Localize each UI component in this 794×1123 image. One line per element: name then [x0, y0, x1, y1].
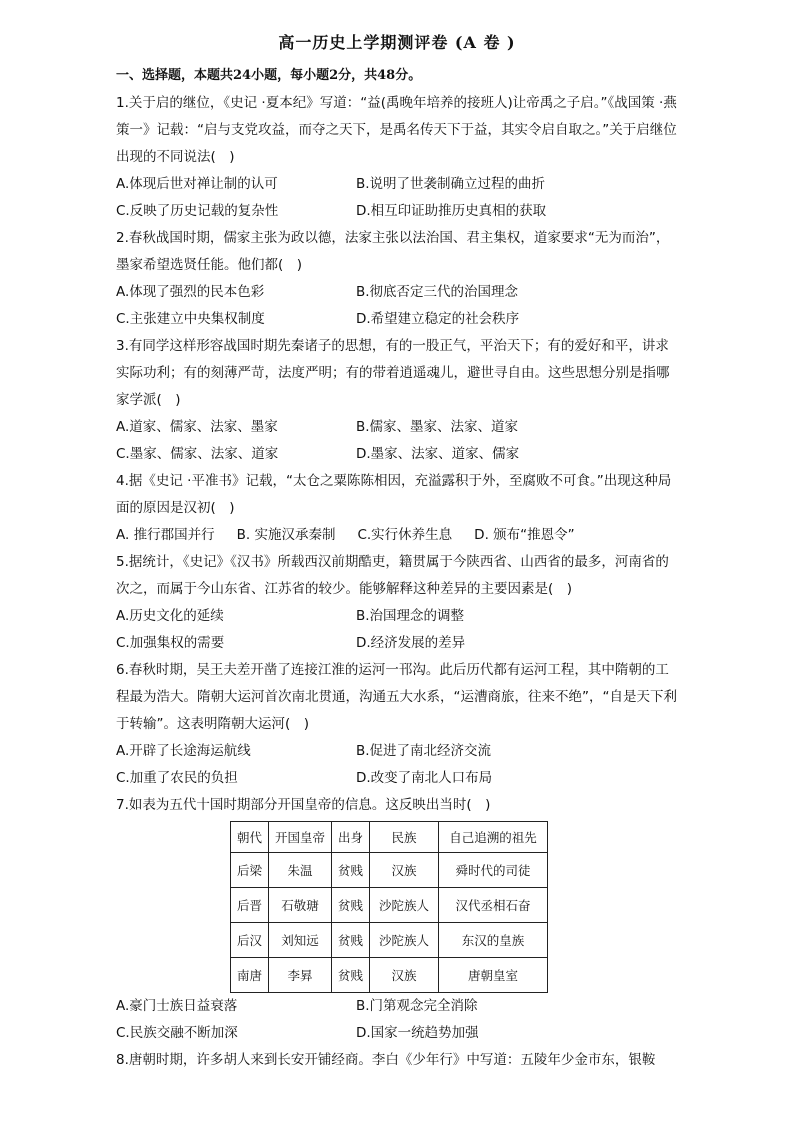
- emperor-info-table: [230, 821, 548, 993]
- option-b: B.治国理念的调整: [356, 608, 465, 624]
- question-stem: 3.有同学这样形容战国时期先秦诸子的思想，有的一股正气，平治天下；有的爱好和平，讲求实际功利；有的刻薄严苛，法度严明；有的带着逍遥魂儿，避世寻自由。这些思想分别是指哪家学派( ): [116, 338, 670, 408]
- question-stem: 7.如表为五代十国时期部分开国皇帝的信息。这反映出当时( ): [116, 797, 491, 813]
- table-row: [231, 923, 548, 958]
- table-cell: 李昪: [269, 958, 332, 993]
- option-a: A. 推行郡国并行: [116, 527, 215, 543]
- question-stem: 4.据《史记 ·平准书》记载，“太仓之粟陈陈相因，充溢露积于外，至腐败不可食。”出现这种局面的原因是汉初( ): [116, 473, 672, 516]
- table-cell: 沙陀族人: [370, 923, 439, 958]
- table-header: 民族: [370, 822, 439, 853]
- option-b: B.门第观念完全消除: [356, 998, 478, 1014]
- option-a: A.开辟了长途海运航线: [116, 743, 251, 759]
- table-cell: 汉族: [370, 958, 439, 993]
- option-list: [116, 171, 680, 225]
- table-cell: 汉族: [370, 853, 439, 888]
- exam-title: 高一历史上学期测评卷 (A 卷 ): [278, 33, 516, 52]
- option-d: D.国家一统趋势加强: [356, 1025, 479, 1041]
- option-c: C.民族交融不断加深: [116, 1025, 238, 1041]
- option-d: D. 颁布“推恩令”: [474, 527, 575, 543]
- question-stem: 2.春秋战国时期，儒家主张为政以德，法家主张以法治国、君主集权，道家要求“无为而治”，墨家希望选贤任能。他们都( ): [116, 230, 670, 273]
- table-header-row: [231, 822, 548, 853]
- option-list: [116, 738, 680, 792]
- option-b: B.儒家、墨家、法家、道家: [356, 419, 519, 435]
- option-c: C.实行休养生息: [357, 527, 453, 543]
- option-a: A.历史文化的延续: [116, 608, 224, 624]
- option-a: A.道家、儒家、法家、墨家: [116, 419, 278, 435]
- question-stem: 1.关于启的继位，《史记 ·夏本纪》写道：“益(禹晚年培养的接班人)让帝禹之子启。”《战国策 ·燕策一》记载：“启与支党攻益，而夺之天下，是禹名传天下于益，其实令启自取之。”关于启继位出现的不同说法( ): [116, 95, 677, 165]
- option-d: D.希望建立稳定的社会秩序: [356, 311, 520, 327]
- option-list: [116, 414, 680, 468]
- option-list: [116, 603, 680, 657]
- table-cell: 东汉的皇族: [439, 923, 548, 958]
- question-5: [116, 549, 680, 657]
- table-row: [231, 888, 548, 923]
- question-1: [116, 90, 680, 225]
- table-header: 朝代: [231, 822, 269, 853]
- question-3: [116, 333, 680, 468]
- option-c: C.反映了历史记载的复杂性: [116, 203, 279, 219]
- option-d: D.改变了南北人口布局: [356, 770, 493, 786]
- option-d: D.相互印证助推历史真相的获取: [356, 203, 547, 219]
- question-6: [116, 657, 680, 792]
- table-cell: 汉代丞相石奋: [439, 888, 548, 923]
- option-b: B.说明了世袭制确立过程的曲折: [356, 176, 546, 192]
- question-stem: 5.据统计，《史记》《汉书》所载西汉前期酷吏，籍贯属于今陕西省、山西省的最多，河南省的次之，而属于今山东省、江苏省的较少。能够解释这种差异的主要因素是( ): [116, 554, 669, 597]
- table-header: 出身: [332, 822, 370, 853]
- section-heading: 一、选择题，本题共24小题，每小题2分，共48分。: [116, 68, 422, 83]
- question-list: [116, 90, 680, 1074]
- option-b: B.彻底否定三代的治国理念: [356, 284, 519, 300]
- question-4: [116, 468, 680, 549]
- option-list: [116, 993, 680, 1047]
- option-b: B. 实施汉承秦制: [236, 527, 336, 543]
- table-cell: 南唐: [231, 958, 269, 993]
- table-cell: 唐朝皇室: [439, 958, 548, 993]
- option-a: A.体现了强烈的民本色彩: [116, 284, 265, 300]
- table-cell: 贫贱: [332, 888, 370, 923]
- table-cell: 贫贱: [332, 958, 370, 993]
- table-cell: 刘知远: [269, 923, 332, 958]
- table-cell: 后汉: [231, 923, 269, 958]
- table-cell: 朱温: [269, 853, 332, 888]
- option-a: A.体现后世对禅让制的认可: [116, 176, 278, 192]
- table-cell: 舜时代的司徒: [439, 853, 548, 888]
- table-cell: 石敬瑭: [269, 888, 332, 923]
- option-c: C.加强集权的需要: [116, 635, 225, 651]
- table-row: [231, 853, 548, 888]
- table-cell: 后梁: [231, 853, 269, 888]
- table-header: 开国皇帝: [269, 822, 332, 853]
- table-cell: 贫贱: [332, 853, 370, 888]
- option-b: B.促进了南北经济交流: [356, 743, 492, 759]
- table-cell: 后晋: [231, 888, 269, 923]
- option-a: A.豪门士族日益衰落: [116, 998, 238, 1014]
- question-stem: 6.春秋时期，吴王夫差开凿了连接江淮的运河一邗沟。此后历代都有运河工程，其中隋朝的工程最为浩大。隋朝大运河首次南北贯通，沟通五大水系，“运漕商旅，往来不绝”，“自是天下利于转输”。这表明隋朝大运河( ): [116, 662, 677, 732]
- question-2: [116, 225, 680, 333]
- option-c: C.主张建立中央集权制度: [116, 311, 265, 327]
- question-7: [116, 792, 680, 1047]
- option-c: C.墨家、儒家、法家、道家: [116, 446, 279, 462]
- option-c: C.加重了农民的负担: [116, 770, 238, 786]
- table-header: 自己追溯的祖先: [439, 822, 548, 853]
- question-8: [116, 1047, 680, 1074]
- table-cell: 贫贱: [332, 923, 370, 958]
- option-d: D.经济发展的差异: [356, 635, 466, 651]
- option-list: [116, 522, 680, 549]
- option-d: D.墨家、法家、道家、儒家: [356, 446, 520, 462]
- option-list: [116, 279, 680, 333]
- question-stem: 8.唐朝时期，许多胡人来到长安开铺经商。李白《少年行》中写道：五陵年少金市东，银鞍: [116, 1052, 656, 1068]
- table-cell: 沙陀族人: [370, 888, 439, 923]
- table-row: [231, 958, 548, 993]
